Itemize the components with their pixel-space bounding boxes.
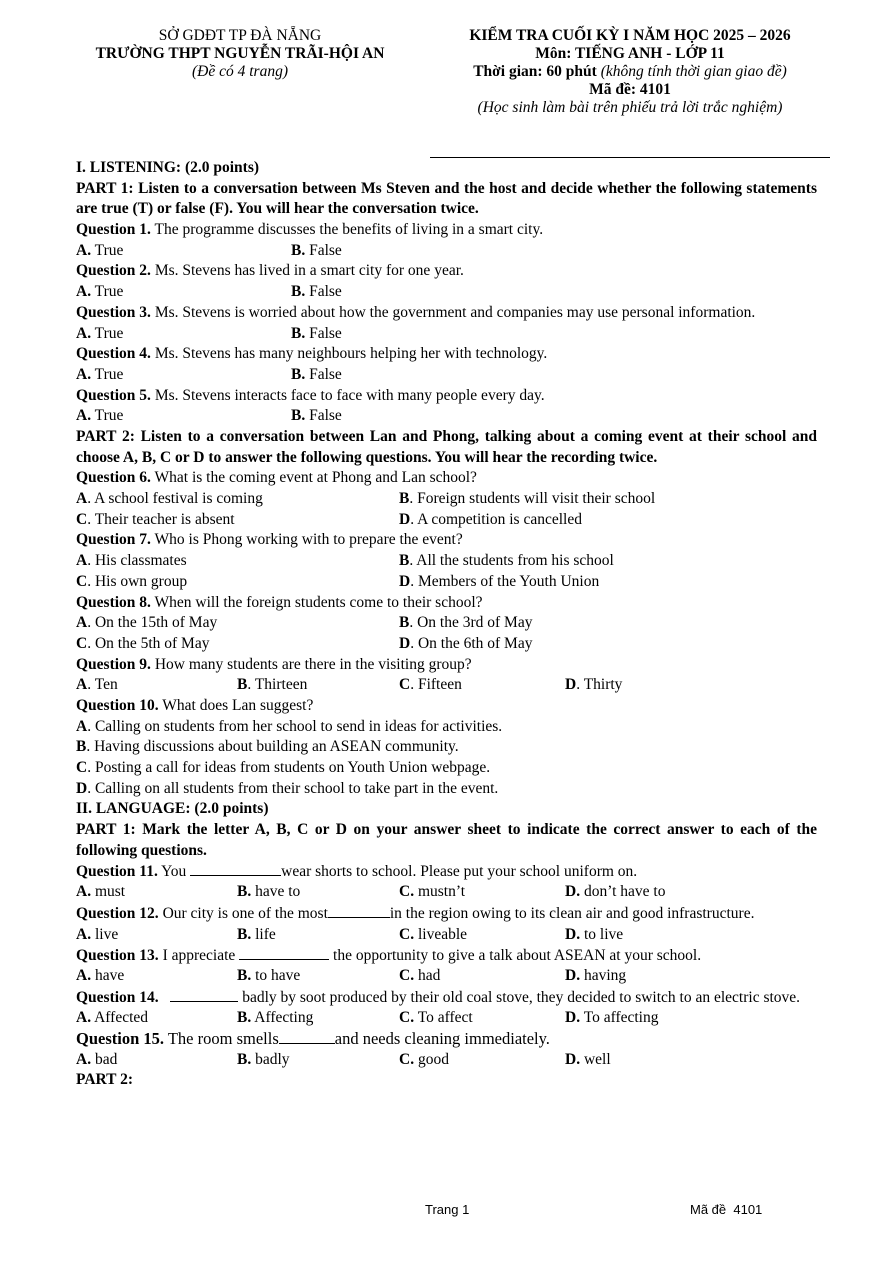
lang-part1-instructions: PART 1: Mark the letter A, B, C or D on your answer sheet to indicate the correct answer to each of the following questions.	[76, 821, 817, 859]
option-d: D. to live	[565, 925, 624, 943]
option-a: A. bad	[76, 1050, 118, 1068]
question-label: Question 7.	[76, 531, 151, 549]
question-label: Question 12.	[76, 904, 159, 922]
option-a: A. True	[76, 365, 124, 383]
option-a: A. On the 15th of May	[76, 614, 218, 632]
options-q9	[76, 675, 817, 696]
question-label: Question 3.	[76, 303, 151, 321]
option-a: A. Affected	[76, 1009, 149, 1027]
option-a: A. Ten	[76, 676, 118, 694]
question-15: Question 15. The room smells and needs cleaning immediately.	[76, 1029, 550, 1049]
option-c: C. On the 5th of May	[76, 634, 210, 652]
option-b: B. have to	[237, 883, 301, 901]
question-3	[76, 303, 817, 324]
option-b: B. Having discussions about building an ASEAN community.	[76, 738, 459, 756]
question-text: The programme discusses the benefits of living in a smart city.	[150, 221, 544, 239]
question-label: Question 10.	[76, 696, 159, 714]
option-a: A. True	[76, 241, 124, 259]
option-b: B. On the 3rd of May	[399, 614, 533, 632]
option-a: A. His classmates	[76, 552, 187, 570]
option-a: A. A school festival is coming	[76, 490, 263, 508]
options-q6-row2	[76, 510, 817, 531]
school-name: TRƯỜNG THPT NGUYỄN TRÃI-HỘI AN	[95, 45, 385, 62]
part2-instructions: PART 2: Listen to a conversation between Lan and Phong, talking about a coming event at their school and choose A, B, C or D to answer the following questions. You will hear the recording twice.	[76, 427, 817, 466]
options-q12	[76, 925, 817, 946]
option-b: B. life	[237, 925, 276, 943]
question-4	[76, 344, 817, 365]
time-line	[420, 63, 840, 81]
question-label: Question 9.	[76, 655, 151, 673]
question-1	[76, 220, 817, 241]
question-11: Question 11. You wear shorts to school. Please put your school uniform on.	[76, 863, 638, 881]
question-text: Who is Phong working with to prepare the event?	[150, 531, 463, 549]
options-q4	[76, 365, 817, 386]
listening-title: I. LISTENING: (2.0 points)	[76, 159, 260, 176]
option-d: D. Members of the Youth Union	[399, 572, 600, 590]
question-7	[76, 530, 817, 551]
question-label: Question 4.	[76, 345, 151, 363]
question-label: Question 2.	[76, 262, 151, 280]
option-b: B. Thirteen	[237, 676, 308, 694]
question-14: Question 14. badly by soot produced by their old coal stove, they decided to switch to an electric stove.	[76, 988, 801, 1006]
question-13: Question 13. I appreciate the opportunity to give a talk about ASEAN at your school.	[76, 947, 702, 965]
time-note: (không tính thời gian giao đề)	[600, 63, 787, 80]
option-a: A. True	[76, 283, 124, 301]
option-c: C. Posting a call for ideas from students on Youth Union webpage.	[76, 759, 491, 777]
option-b: B. False	[291, 241, 342, 259]
question-label: Question 5.	[76, 386, 151, 404]
page-count-note: (Đề có 4 trang)	[192, 63, 288, 80]
question-label: Question 13.	[76, 947, 159, 965]
option-a: A. live	[76, 925, 119, 943]
option-c: C. liveable	[399, 925, 468, 943]
footer-exam-code: Mã đề 4101	[690, 1202, 763, 1217]
option-b: B. to have	[237, 966, 301, 984]
question-text: What is the coming event at Phong and Lan school?	[150, 469, 477, 487]
answer-blank	[190, 861, 281, 876]
options-q7-row2	[76, 572, 817, 593]
question-2	[76, 261, 817, 282]
question-8	[76, 593, 817, 614]
option-a: A. True	[76, 324, 124, 342]
option-d: D. Calling on all students from their school to take part in the event.	[76, 779, 499, 797]
question-text: Ms. Stevens interacts face to face with many people every day.	[150, 386, 545, 404]
options-q8-row1	[76, 613, 817, 634]
option-d: D. Thirty	[565, 676, 623, 694]
page-number: Trang 1	[425, 1202, 470, 1217]
option-c: C. His own group	[76, 572, 188, 590]
language-title: II. LANGUAGE: (2.0 points)	[76, 800, 269, 818]
answer-blank	[239, 945, 329, 960]
option-d: D. To affecting	[565, 1009, 659, 1027]
option-b: B. Affecting	[237, 1009, 314, 1027]
department-name: SỞ GDĐT TP ĐÀ NẴNG	[158, 27, 322, 44]
option-c: C. Fifteen	[399, 676, 462, 694]
question-text: Ms. Stevens is worried about how the government and companies may use personal information.	[150, 303, 756, 321]
exam-title: KIỂM TRA CUỐI KỲ I NĂM HỌC 2025 – 2026	[469, 27, 791, 44]
options-q13	[76, 966, 817, 987]
option-b: B. Foreign students will visit their school	[399, 490, 656, 508]
question-12: Question 12. Our city is one of the most in the region owing to its clean air and good infrastructure.	[76, 904, 755, 922]
part1-instructions: PART 1: Listen to a conversation between Ms Steven and the host and decide whether the following statements are true (T) or false (F). You will hear the conversation twice.	[76, 179, 817, 218]
options-q15	[76, 1050, 817, 1071]
answer-blank	[170, 987, 238, 1002]
question-text: Ms. Stevens has many neighbours helping her with technology.	[150, 345, 548, 363]
options-q6-row1	[76, 489, 817, 510]
time-limit: Thời gian: 60 phút	[473, 63, 597, 80]
header-left	[60, 27, 420, 81]
option-a: A. Calling on students from her school to send in ideas for activities.	[76, 717, 503, 735]
options-q11	[76, 882, 817, 903]
option-c: C. good	[399, 1050, 449, 1068]
question-10	[76, 696, 817, 717]
question-text: How many students are there in the visiting group?	[150, 655, 472, 673]
option-b: B. False	[291, 324, 342, 342]
exam-code: Mã đề: 4101	[589, 81, 671, 98]
option-c: C. mustn’t	[399, 883, 466, 901]
option-c: C. To affect	[399, 1009, 473, 1027]
question-text: What does Lan suggest?	[158, 696, 314, 714]
option-d: D. well	[565, 1050, 611, 1068]
options-q2	[76, 282, 817, 303]
answer-sheet-note: (Học sinh làm bài trên phiếu trả lời trắc nghiệm)	[477, 99, 783, 116]
question-label: Question 8.	[76, 593, 151, 611]
option-b: B. All the students from his school	[399, 552, 614, 570]
option-c: C. had	[399, 966, 441, 984]
option-b: B. False	[291, 407, 342, 425]
question-label: Question 11.	[76, 863, 158, 881]
option-a: A. True	[76, 407, 124, 425]
options-q1	[76, 241, 817, 262]
answer-blank	[279, 1029, 335, 1044]
options-q14	[76, 1008, 817, 1029]
answer-blank	[328, 903, 390, 918]
option-a: A. have	[76, 966, 125, 984]
option-d: D. having	[565, 966, 627, 984]
question-label: Question 14.	[76, 988, 159, 1006]
options-q8-row2	[76, 634, 817, 655]
exam-body	[76, 158, 817, 1091]
question-text: Ms. Stevens has lived in a smart city for one year.	[150, 262, 464, 280]
question-label: Question 1.	[76, 221, 151, 239]
option-b: B. badly	[237, 1050, 290, 1068]
option-a: A. must	[76, 883, 126, 901]
option-b: B. False	[291, 283, 342, 301]
question-label: Question 6.	[76, 469, 151, 487]
option-d: D. On the 6th of May	[399, 634, 533, 652]
option-b: B. False	[291, 365, 342, 383]
option-d: D. don’t have to	[565, 883, 666, 901]
subject-line: Môn: TIẾNG ANH - LỚP 11	[535, 45, 725, 62]
question-6	[76, 468, 817, 489]
options-q3	[76, 324, 817, 345]
lang-part2-title: PART 2:	[76, 1071, 134, 1089]
option-c: C. Their teacher is absent	[76, 510, 235, 528]
options-q5	[76, 406, 817, 427]
question-label: Question 15.	[76, 1029, 165, 1049]
question-9	[76, 655, 817, 676]
question-5	[76, 386, 817, 407]
option-d: D. A competition is cancelled	[399, 510, 582, 528]
question-text: When will the foreign students come to their school?	[150, 593, 483, 611]
options-q7-row1	[76, 551, 817, 572]
header-right	[420, 27, 840, 117]
